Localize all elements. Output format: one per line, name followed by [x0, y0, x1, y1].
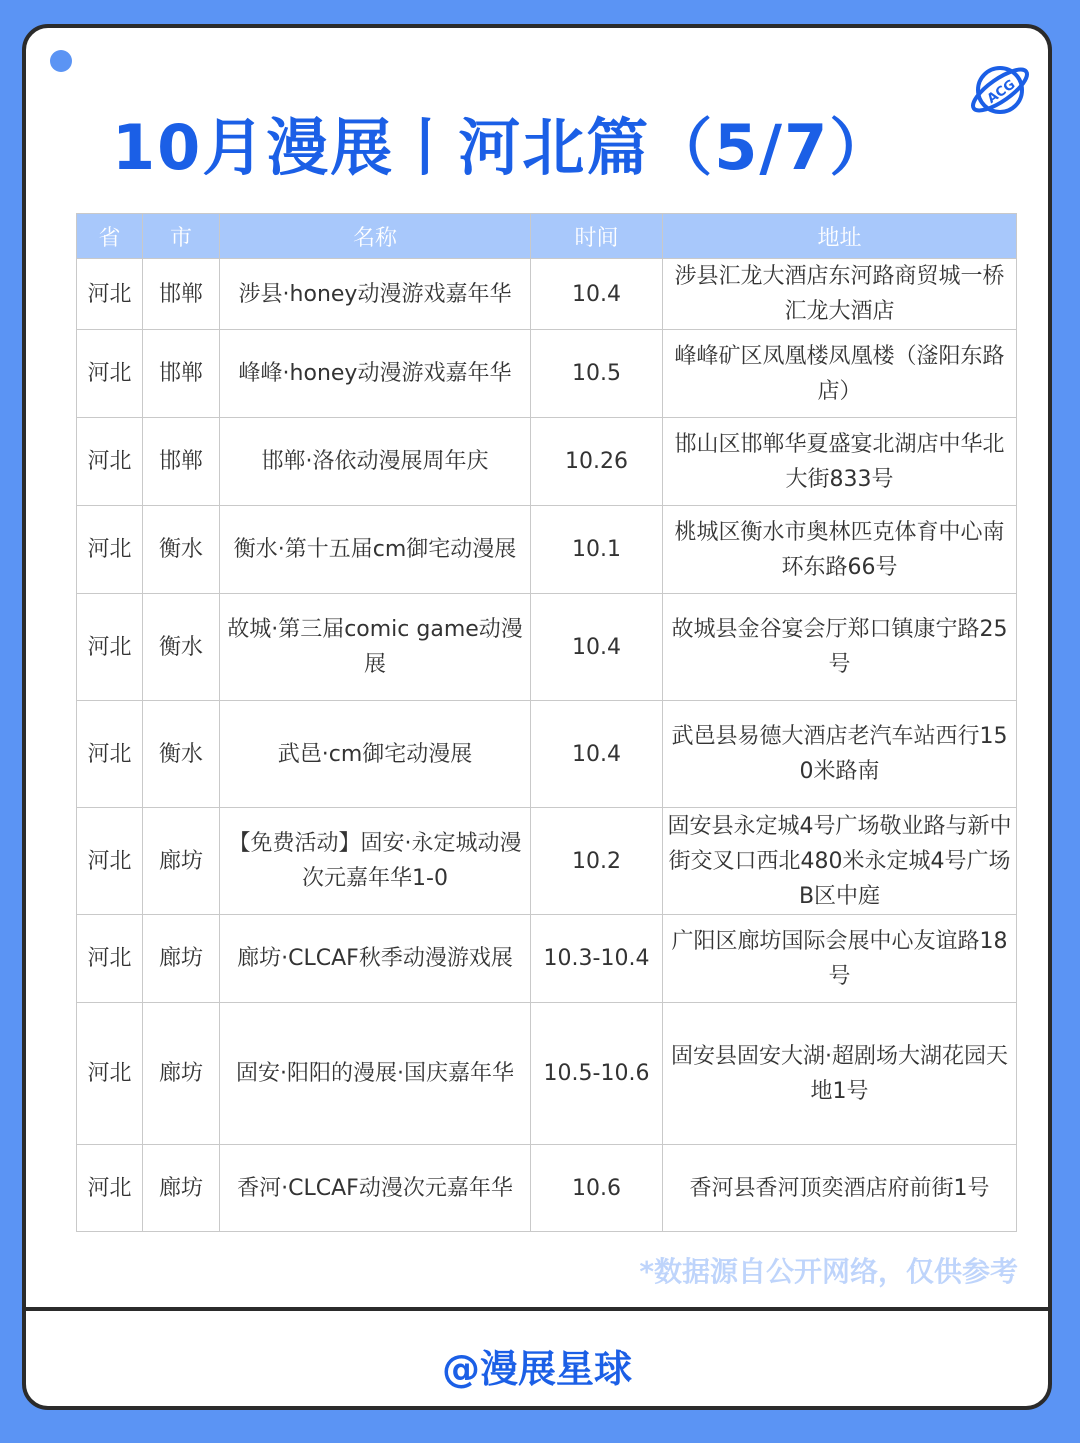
cell-time: 10.4 — [531, 259, 663, 330]
cell-province: 河北 — [77, 418, 143, 506]
cell-province: 河北 — [77, 808, 143, 915]
cell-time: 10.5-10.6 — [531, 1003, 663, 1145]
page-title: 10月漫展丨河北篇（5/7） — [112, 111, 894, 184]
cell-time: 10.26 — [531, 418, 663, 506]
cell-address: 广阳区廊坊国际会展中心友谊路18号 — [663, 915, 1017, 1003]
column-header-province: 省 — [77, 214, 143, 259]
cell-time: 10.3-10.4 — [531, 915, 663, 1003]
table-row — [77, 594, 1017, 701]
column-header-time: 时间 — [531, 214, 663, 259]
cell-address: 邯山区邯郸华夏盛宴北湖店中华北大街833号 — [663, 418, 1017, 506]
cell-city: 廊坊 — [143, 808, 220, 915]
cell-time: 10.1 — [531, 506, 663, 594]
cell-address: 峰峰矿区凤凰楼凤凰楼（滏阳东路店） — [663, 330, 1017, 418]
cell-province: 河北 — [77, 594, 143, 701]
table-row — [77, 1145, 1017, 1232]
cell-name: 固安·阳阳的漫展·国庆嘉年华 — [220, 1003, 531, 1145]
table-row — [77, 259, 1017, 330]
footer-handle: @漫展星球 — [441, 1347, 632, 1391]
table-row — [77, 808, 1017, 915]
cell-name: 故城·第三届comic game动漫展 — [220, 594, 531, 701]
cell-address: 武邑县易德大酒店老汽车站西行150米路南 — [663, 701, 1017, 808]
table-row — [77, 701, 1017, 808]
cell-address: 故城县金谷宴会厅郑口镇康宁路25号 — [663, 594, 1017, 701]
cell-name: 香河·CLCAF动漫次元嘉年华 — [220, 1145, 531, 1232]
cell-province: 河北 — [77, 1145, 143, 1232]
cell-address: 固安县永定城4号广场敬业路与新中街交叉口西北480米永定城4号广场B区中庭 — [663, 808, 1017, 915]
table-row — [77, 915, 1017, 1003]
table-row — [77, 1003, 1017, 1145]
cell-city: 廊坊 — [143, 1145, 220, 1232]
cell-name: 武邑·cm御宅动漫展 — [220, 701, 531, 808]
column-header-name: 名称 — [220, 214, 531, 259]
cell-time: 10.4 — [531, 594, 663, 701]
cell-address: 涉县汇龙大酒店东河路商贸城一桥汇龙大酒店 — [663, 259, 1017, 330]
cell-address: 固安县固安大湖·超剧场大湖花园天地1号 — [663, 1003, 1017, 1145]
cell-time: 10.5 — [531, 330, 663, 418]
cell-address: 桃城区衡水市奥林匹克体育中心南环东路66号 — [663, 506, 1017, 594]
cell-address: 香河县香河顶奕酒店府前街1号 — [663, 1145, 1017, 1232]
cell-city: 邯郸 — [143, 418, 220, 506]
footer-divider — [26, 1307, 1048, 1311]
events-table — [76, 213, 1017, 1232]
cell-city: 衡水 — [143, 506, 220, 594]
cell-province: 河北 — [77, 915, 143, 1003]
cell-time: 10.6 — [531, 1145, 663, 1232]
cell-name: 峰峰·honey动漫游戏嘉年华 — [220, 330, 531, 418]
acg-planet-icon — [966, 58, 1034, 122]
cell-name: 邯郸·洛依动漫展周年庆 — [220, 418, 531, 506]
cell-time: 10.4 — [531, 701, 663, 808]
cell-city: 衡水 — [143, 594, 220, 701]
disclaimer-text: *数据源自公开网络，仅供参考 — [639, 1255, 1018, 1288]
cell-name: 涉县·honey动漫游戏嘉年华 — [220, 259, 531, 330]
cell-name: 廊坊·CLCAF秋季动漫游戏展 — [220, 915, 531, 1003]
cell-city: 廊坊 — [143, 915, 220, 1003]
cell-city: 廊坊 — [143, 1003, 220, 1145]
poster-card — [22, 24, 1052, 1410]
cell-name: 【免费活动】固安·永定城动漫次元嘉年华1-0 — [220, 808, 531, 915]
table-row — [77, 418, 1017, 506]
cell-province: 河北 — [77, 1003, 143, 1145]
cell-province: 河北 — [77, 701, 143, 808]
cell-name: 衡水·第十五届cm御宅动漫展 — [220, 506, 531, 594]
cell-province: 河北 — [77, 330, 143, 418]
cell-province: 河北 — [77, 506, 143, 594]
cell-time: 10.2 — [531, 808, 663, 915]
table-row — [77, 506, 1017, 594]
column-header-city: 市 — [143, 214, 220, 259]
decorative-dot — [50, 50, 72, 72]
table-row — [77, 330, 1017, 418]
acg-badge-label: ACG — [984, 77, 1019, 107]
cell-city: 邯郸 — [143, 259, 220, 330]
table-header-row — [77, 214, 1017, 259]
cell-city: 衡水 — [143, 701, 220, 808]
column-header-address: 地址 — [663, 214, 1017, 259]
cell-city: 邯郸 — [143, 330, 220, 418]
cell-province: 河北 — [77, 259, 143, 330]
